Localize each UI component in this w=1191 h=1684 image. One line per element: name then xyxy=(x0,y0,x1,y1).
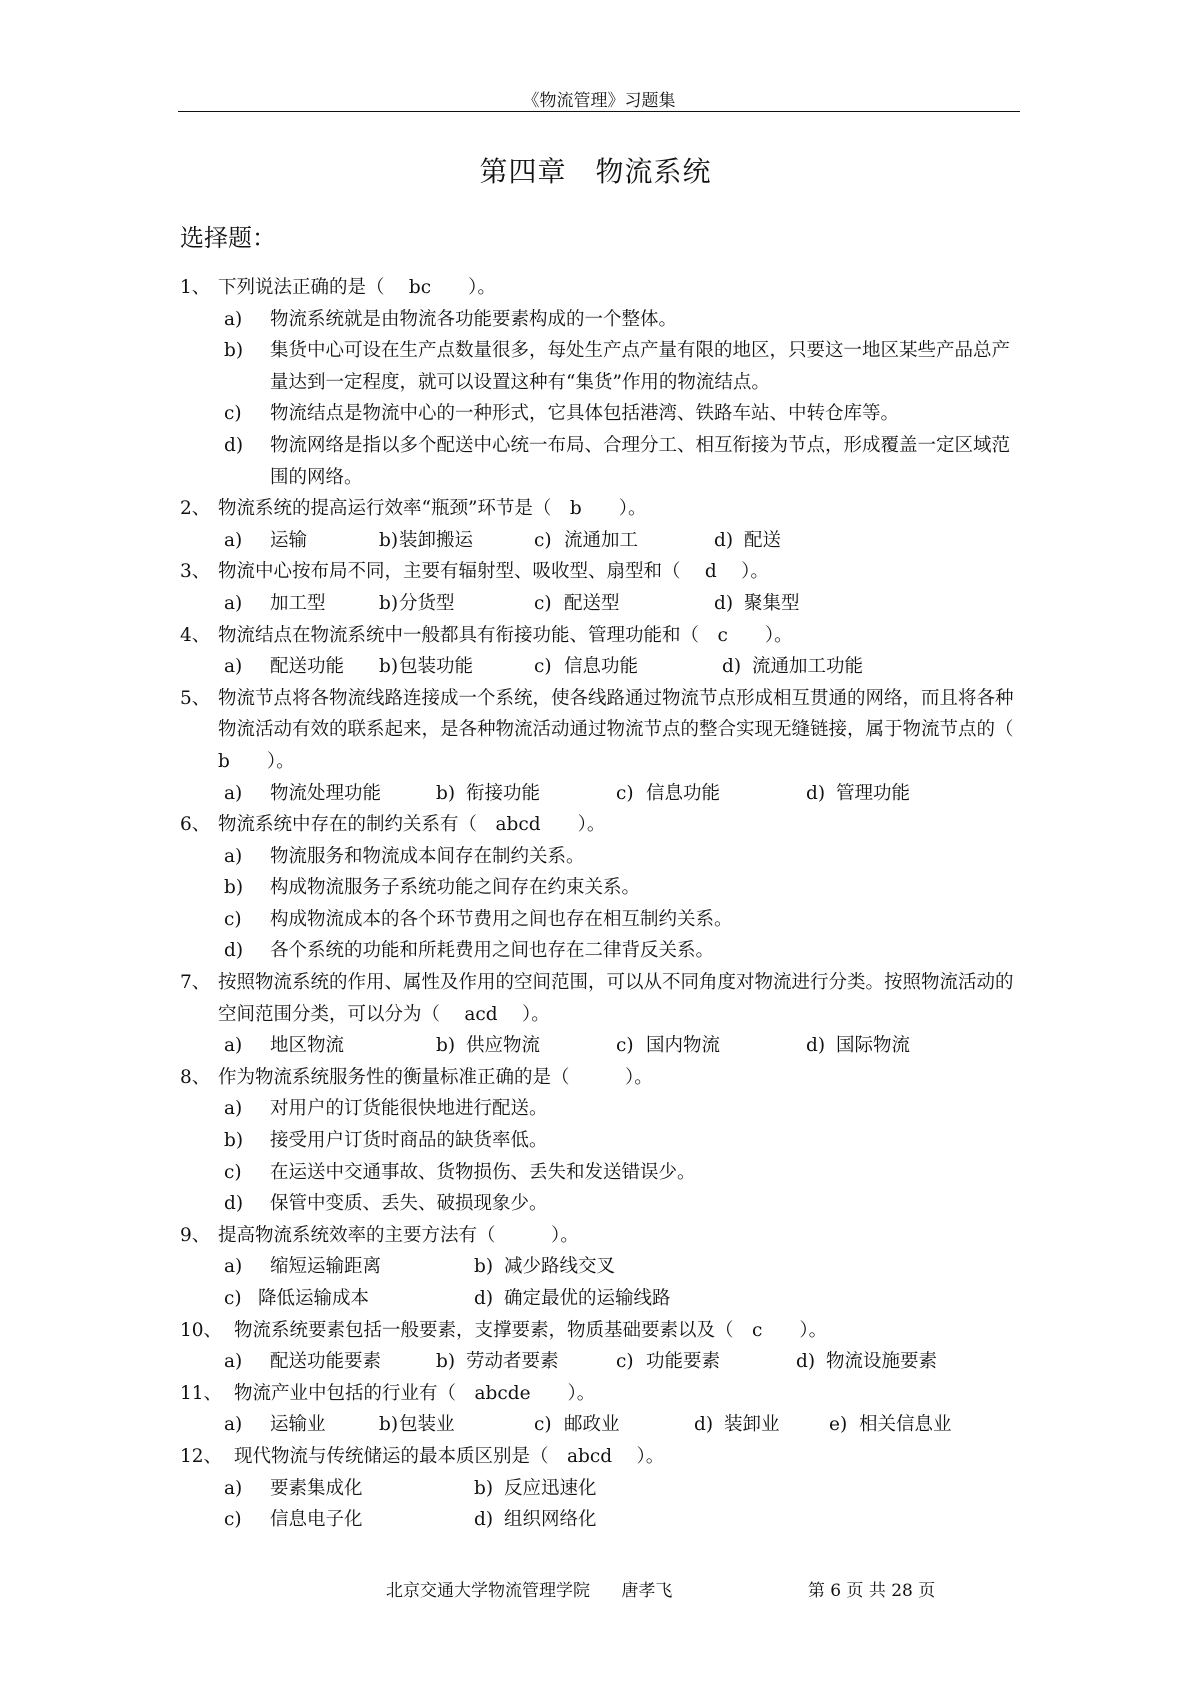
option-text: 确定最优的运输线路 xyxy=(504,1288,671,1309)
option-letter: a) xyxy=(224,782,243,804)
option-letter: c) xyxy=(224,1161,242,1183)
question-text: 物流结点在物流系统中一般都具有衔接功能、管理功能和（ c ）。 xyxy=(218,624,793,646)
question-1 xyxy=(180,272,1020,493)
question-text: 物流系统的提高运行效率“瓶颈”环节是（ b ）。 xyxy=(218,498,647,520)
question-7 xyxy=(180,967,1020,1062)
option-text: 保管中变质、丢失、破损现象少。 xyxy=(270,1193,548,1215)
option-letter: e) xyxy=(829,1414,848,1436)
option-text: 流通加工 xyxy=(564,529,639,551)
option-letter: b) xyxy=(436,1035,456,1057)
question-number: 4、 xyxy=(180,624,211,646)
question-number: 11、 xyxy=(180,1382,223,1404)
option xyxy=(180,335,1020,398)
question-text: 物流系统中存在的制约关系有（ abcd ）。 xyxy=(218,814,606,836)
option-letter: c) xyxy=(534,529,552,551)
question-number: 9、 xyxy=(180,1224,211,1246)
option-letter: b) xyxy=(224,1130,244,1152)
option-text: 配送型 xyxy=(564,592,620,614)
question-number: 12、 xyxy=(180,1445,223,1467)
option-text: 劳动者要素 xyxy=(466,1351,559,1373)
option-letter: c) xyxy=(224,1288,242,1309)
option-text: 包装业 xyxy=(399,1414,455,1436)
option-letter: d) xyxy=(474,1288,494,1309)
question-text: 按照物流系统的作用、属性及作用的空间范围，可以从不同角度对物流进行分类。按照物流活动的空间范围分类，可以分为（ acd ）。 xyxy=(218,972,1014,1025)
question-6 xyxy=(180,809,1020,967)
footer-page-number: 第 6 页 共 28 页 xyxy=(807,1581,936,1601)
option xyxy=(180,1188,1020,1220)
option-text: 运输 xyxy=(270,529,308,551)
option-text: 国际物流 xyxy=(836,1035,911,1057)
option-text: 要素集成化 xyxy=(270,1477,363,1499)
option-text: 在运送中交通事故、货物损伤、丢失和发送错误少。 xyxy=(270,1161,696,1183)
question-12 xyxy=(180,1441,1020,1536)
option xyxy=(180,904,1020,936)
page-footer xyxy=(386,1576,935,1601)
option-text: 反应迅速化 xyxy=(504,1477,597,1499)
option-text: 加工型 xyxy=(270,592,326,614)
question-text: 物流节点将各物流线路连接成一个系统，使各线路通过物流节点形成相互贯通的网络，而且将各种物流活动有效的联系起来，是各种物流活动通过物流节点的整合实现无缝链接，属于物流节点的（ b ）。 xyxy=(218,687,1033,772)
option-row xyxy=(180,1473,1020,1505)
option-text: 构成物流服务子系统功能之间存在约束关系。 xyxy=(270,877,641,899)
option xyxy=(180,1093,1020,1125)
option-letter: c) xyxy=(224,908,242,930)
option-row xyxy=(180,1283,1020,1315)
option xyxy=(180,1125,1020,1157)
option-letter: c) xyxy=(534,592,552,614)
option xyxy=(180,1157,1020,1189)
option-row xyxy=(180,1409,1020,1441)
question-text: 物流系统要素包括一般要素，支撑要素，物质基础要素以及（ c ）。 xyxy=(234,1319,828,1341)
option-letter: a) xyxy=(224,592,243,614)
option-text: 构成物流成本的各个环节费用之间也存在相互制约关系。 xyxy=(270,908,733,930)
question-text: 下列说法正确的是（ bc ）。 xyxy=(218,277,496,298)
option-text: 接受用户订货时商品的缺货率低。 xyxy=(270,1130,548,1152)
option-text: 物流系统就是由物流各功能要素构成的一个整体。 xyxy=(270,308,678,330)
option-letter: d) xyxy=(224,1193,244,1215)
option-letter: b) xyxy=(436,1351,456,1373)
question-4 xyxy=(180,620,1020,683)
option-text: 各个系统的功能和所耗费用之间也存在二律背反关系。 xyxy=(270,940,715,962)
section-title: 选择题： xyxy=(180,224,276,252)
option-text: 物流处理功能 xyxy=(270,782,382,804)
option-letter: c) xyxy=(224,403,242,425)
question-number: 1、 xyxy=(180,277,211,298)
option-letter: a) xyxy=(224,1351,243,1373)
question-9 xyxy=(180,1220,1020,1315)
option-letter: a) xyxy=(224,1477,243,1499)
option-text: 分货型 xyxy=(399,592,455,614)
option-text: 衔接功能 xyxy=(466,782,541,804)
option-letter: b) xyxy=(379,592,399,614)
option-letter: d) xyxy=(474,1509,494,1531)
option-text: 缩短运输距离 xyxy=(270,1256,382,1278)
question-10 xyxy=(180,1315,1020,1378)
option-letter: c) xyxy=(616,1351,634,1373)
option-text: 国内物流 xyxy=(646,1035,721,1057)
question-number: 10、 xyxy=(180,1319,223,1341)
option-text: 供应物流 xyxy=(466,1035,541,1057)
question-5 xyxy=(180,683,1033,809)
option-letter: c) xyxy=(616,782,634,804)
option xyxy=(180,304,1020,336)
option-letter: a) xyxy=(224,1098,243,1120)
option-letter: b) xyxy=(436,782,456,804)
option-text: 集货中心可设在生产点数量很多，每处生产点产量有限的地区，只要这一地区某些产品总产量达到一定程度，就可以设置这种有“集货”作用的物流结点。 xyxy=(270,340,1011,393)
option-text: 相关信息业 xyxy=(859,1414,952,1436)
option-letter: c) xyxy=(534,1414,552,1436)
option-text: 地区物流 xyxy=(270,1035,345,1057)
question-text: 提高物流系统效率的主要方法有（ ）。 xyxy=(218,1224,579,1246)
option-letter: d) xyxy=(796,1351,816,1373)
option-text: 减少路线交叉 xyxy=(504,1256,616,1278)
option-row xyxy=(180,1346,1020,1378)
question-text: 物流产业中包括的行业有（ abcde ）。 xyxy=(234,1382,596,1404)
option-letter: a) xyxy=(224,656,243,678)
option-text: 管理功能 xyxy=(836,782,911,804)
option-letter: a) xyxy=(224,308,243,330)
running-header: 《物流管理》习题集 xyxy=(522,91,676,111)
option-letter: a) xyxy=(224,845,243,867)
option-text: 包装功能 xyxy=(399,656,474,678)
option-letter: a) xyxy=(224,1414,243,1436)
option-text: 装卸搬运 xyxy=(399,529,474,551)
option-text: 物流结点是物流中心的一种形式，它具体包括港湾、铁路车站、中转仓库等。 xyxy=(270,403,900,425)
option-letter: b) xyxy=(379,1414,399,1436)
question-number: 8、 xyxy=(180,1066,211,1088)
option-letter: c) xyxy=(224,1509,242,1531)
option xyxy=(180,398,1020,430)
option-text: 配送功能 xyxy=(270,656,345,678)
option xyxy=(180,841,1020,873)
option-letter: a) xyxy=(224,529,243,551)
option-row xyxy=(180,1251,1020,1283)
chapter-title: 第四章 物流系统 xyxy=(479,155,712,188)
option-text: 流通加工功能 xyxy=(752,656,864,678)
option-letter: d) xyxy=(806,1035,826,1057)
question-text: 现代物流与传统储运的最本质区别是（ abcd ）。 xyxy=(234,1445,665,1467)
header-divider xyxy=(178,111,1020,112)
option xyxy=(180,935,1020,967)
footer-institution: 北京交通大学物流管理学院 xyxy=(386,1581,590,1601)
question-number: 5、 xyxy=(180,687,211,709)
question-8 xyxy=(180,1062,1020,1220)
question-text: 作为物流系统服务性的衡量标准正确的是（ ）。 xyxy=(218,1066,653,1088)
option-text: 物流服务和物流成本间存在制约关系。 xyxy=(270,845,585,867)
option-letter: b) xyxy=(474,1477,494,1499)
option-letter: b) xyxy=(224,877,244,899)
option-letter: d) xyxy=(714,592,734,614)
option xyxy=(180,430,1020,493)
question-11 xyxy=(180,1378,1020,1441)
option-letter: c) xyxy=(616,1035,634,1057)
question-number: 2、 xyxy=(180,498,211,520)
option-letter: d) xyxy=(714,529,734,551)
option-letter: b) xyxy=(379,656,399,678)
option-row xyxy=(180,525,1020,557)
question-text: 物流中心按布局不同，主要有辐射型、吸收型、扇型和（ d ）。 xyxy=(218,561,769,583)
option-letter: b) xyxy=(474,1256,494,1278)
option-text: 邮政业 xyxy=(564,1414,620,1436)
option-letter: b) xyxy=(379,529,399,551)
option xyxy=(180,872,1020,904)
option-row xyxy=(180,778,1020,810)
question-number: 3、 xyxy=(180,561,211,583)
question-list xyxy=(180,272,1033,1536)
option-letter: d) xyxy=(806,782,826,804)
option-text: 降低运输成本 xyxy=(258,1288,370,1309)
option-letter: d) xyxy=(224,940,244,962)
option-text: 物流网络是指以多个配送中心统一布局、合理分工、相互衔接为节点，形成覆盖一定区域范围的网络。 xyxy=(270,434,1011,488)
question-number: 7、 xyxy=(180,972,211,994)
option-letter: a) xyxy=(224,1035,243,1057)
option-letter: c) xyxy=(534,656,552,678)
option-text: 信息功能 xyxy=(646,782,721,804)
option-text: 配送功能要素 xyxy=(270,1351,382,1373)
option-row xyxy=(180,1504,1020,1536)
option-row xyxy=(180,651,1020,683)
option-row xyxy=(180,588,1020,620)
option-letter: d) xyxy=(694,1414,714,1436)
footer-author: 唐孝飞 xyxy=(621,1581,673,1601)
option-text: 聚集型 xyxy=(744,592,800,614)
question-number: 6、 xyxy=(180,814,211,836)
option-letter: d) xyxy=(224,434,244,456)
option-text: 功能要素 xyxy=(646,1351,721,1373)
option-text: 对用户的订货能很快地进行配送。 xyxy=(270,1098,548,1120)
question-3 xyxy=(180,556,1020,619)
option-text: 运输业 xyxy=(270,1414,326,1436)
option-text: 装卸业 xyxy=(724,1414,780,1436)
option-letter: a) xyxy=(224,1256,243,1278)
question-2 xyxy=(180,493,1020,556)
option-text: 信息功能 xyxy=(564,656,639,678)
option-text: 物流设施要素 xyxy=(826,1351,938,1373)
option-row xyxy=(180,1030,1020,1062)
option-letter: d) xyxy=(722,656,742,678)
option-text: 信息电子化 xyxy=(270,1509,363,1531)
option-text: 配送 xyxy=(744,529,782,551)
option-text: 组织网络化 xyxy=(504,1509,597,1531)
option-letter: b) xyxy=(224,340,244,362)
